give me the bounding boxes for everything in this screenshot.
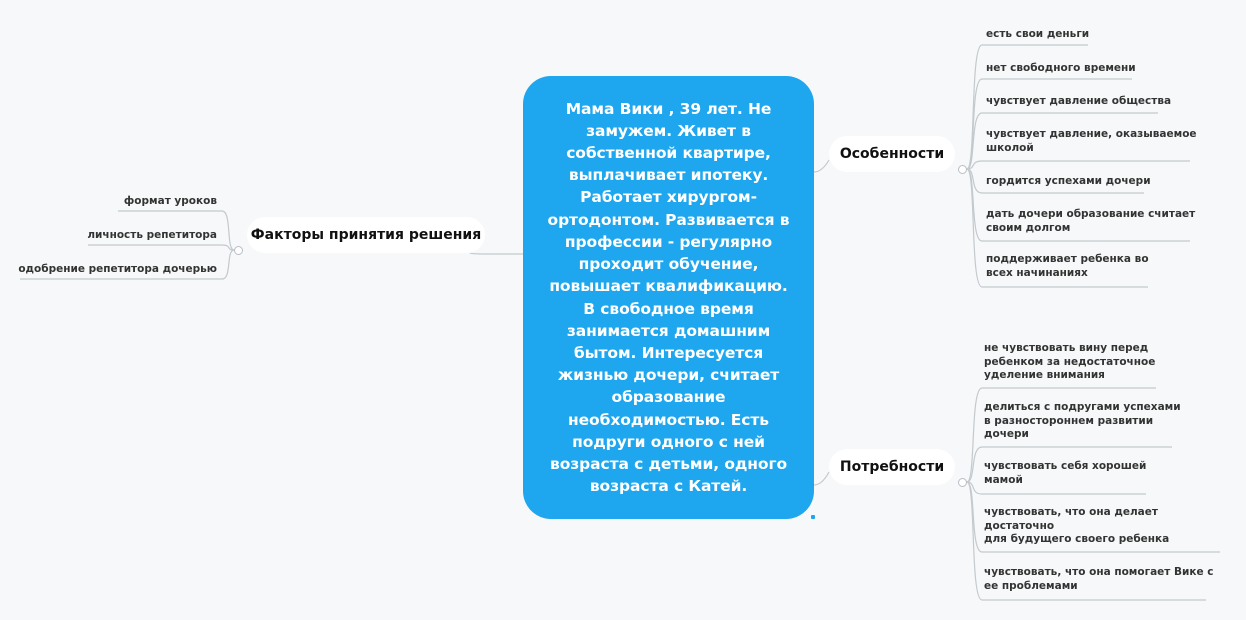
central-topic[interactable] — [523, 76, 814, 519]
subtopic-features-2[interactable]: нет свободного времени — [986, 62, 1136, 74]
subtopic-features-5[interactable]: гордится успехами дочери — [986, 175, 1151, 187]
central-topic-text: Мама Вики , 39 лет. Не замужем. Живет в собственной квартире, выплачивает ипотеку. Работает хирургом-ортодонтом. Развивается в профессии - регулярно проходит обучение, повышает квалификацию. В свободное время занимается домашним бытом. Интересуется жизнью дочери, считает образование необходимостью. Есть подруги одного с ней возраста с детьми, одного возраста с Катей. — [547, 99, 790, 496]
subtopic-needs-2[interactable]: делиться с подругами успехами в разностороннем развитии дочери — [984, 401, 1181, 440]
subtopic-features-7[interactable]: поддерживает ребенка во всех начинаниях — [986, 253, 1149, 279]
subtopic-features-1[interactable]: есть свои деньги — [986, 28, 1090, 40]
main-topic-features[interactable]: Особенности — [829, 136, 955, 172]
link-features-4 — [967, 161, 1190, 169]
subtopic-features-4[interactable]: чувствует давление, оказываемое школой — [986, 128, 1197, 154]
subtopic-needs-4[interactable]: чувствовать, что она делает достаточно для будущего своего ребенка — [984, 506, 1170, 545]
subtopic-factors-2[interactable]: личность репетитора — [87, 229, 217, 241]
resize-handle[interactable] — [811, 515, 815, 519]
main-topic-factors[interactable]: Факторы принятия решения — [247, 217, 485, 253]
link-central-factors — [470, 253, 523, 254]
collapse-toggle-needs[interactable] — [958, 478, 967, 487]
subtopic-features-6[interactable]: дать дочери образование считает своим долгом — [986, 208, 1196, 234]
link-factors-2 — [88, 245, 234, 250]
link-features-2 — [967, 79, 1132, 169]
collapse-toggle-factors[interactable] — [234, 246, 243, 255]
link-central-needs — [814, 472, 829, 485]
collapse-toggle-features[interactable] — [958, 165, 967, 174]
subtopic-factors-1[interactable]: формат уроков — [123, 195, 217, 207]
subtopic-needs-3[interactable]: чувствовать себя хорошей мамой — [984, 460, 1147, 486]
subtopic-needs-1[interactable]: не чувствовать вину перед ребенком за недостаточное уделение внимания — [984, 342, 1156, 381]
subtopic-features-3[interactable]: чувствует давление общества — [986, 95, 1172, 107]
subtopic-needs-5[interactable]: чувствовать, что она помогает Вике с ее проблемами — [984, 566, 1214, 592]
main-topic-needs[interactable]: Потребности — [829, 449, 955, 485]
subtopic-factors-3[interactable]: одобрение репетитора дочерью — [18, 263, 217, 275]
link-central-features — [814, 160, 829, 172]
